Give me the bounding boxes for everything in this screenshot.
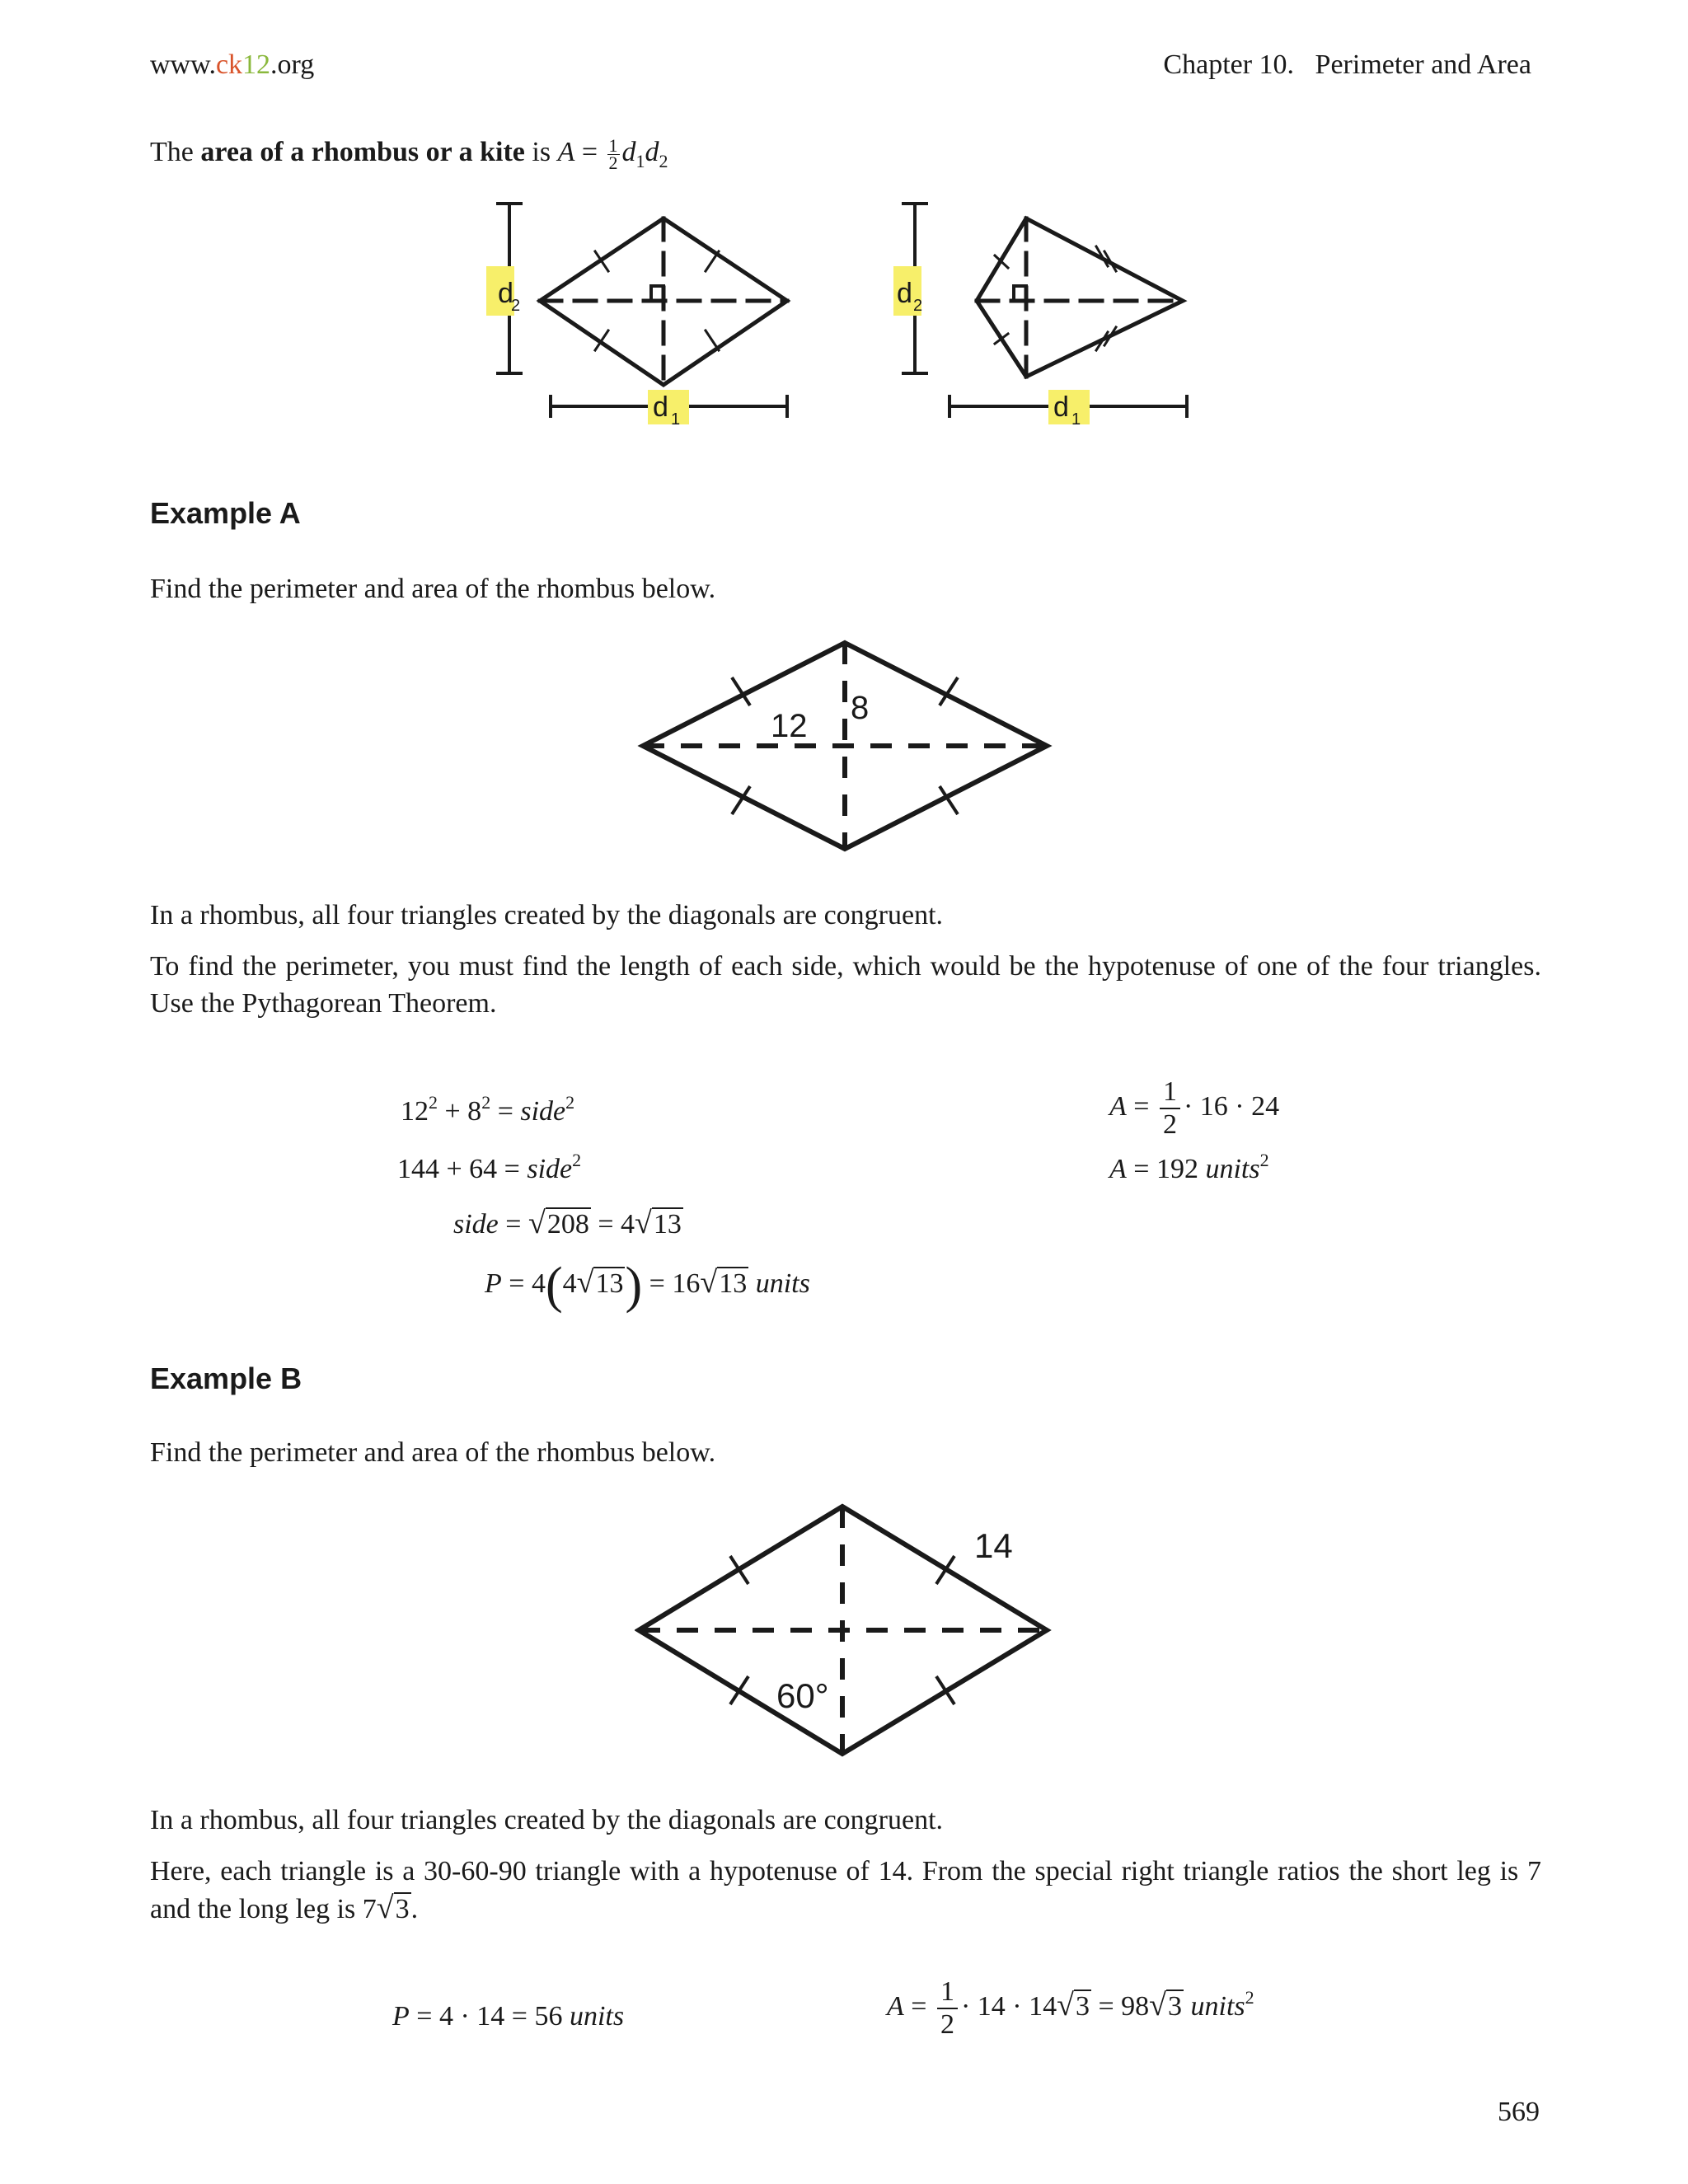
eq-perimeter-a: P = 4(4√13) = 16√13 units: [485, 1258, 810, 1314]
area-half-fraction: $\frac{1}{2}$: [1160, 1076, 1180, 1141]
eq-side: side = √208 = 4√13: [453, 1206, 682, 1240]
example-b-rhombus: [635, 1500, 1055, 1764]
sqrt-symbol: √: [528, 1206, 546, 1240]
d2-label-kite: d: [897, 278, 912, 309]
label-8: 8: [851, 690, 870, 726]
eq-area-b: A = $\frac{1}{2}$ · 14 · 14√3 = 98√3 units$^2$: [887, 1976, 1254, 2040]
area-b-half-fraction: $\frac{1}{2}$: [937, 1976, 958, 2041]
d1-label-kite: d: [1053, 391, 1069, 423]
example-b-para2: Here, each triangle is a 30-60-90 triangle with a hypotenuse of 14. From the special right triangle ratios the short leg is 7 and the long leg is 7√3.: [150, 1856, 1541, 1925]
eq-area-a-1: A = $\frac{1}{2}$ · 16 · 24: [1109, 1076, 1280, 1140]
svg-text:1: 1: [671, 410, 681, 429]
example-a-para2: To find the perimeter, you must find the length of each side, which would be the hypotenuse of one of the four triangles. Use the Pythagorean Theorem.: [150, 951, 1541, 1019]
svg-text:2: 2: [511, 297, 521, 315]
page-number: 569: [1498, 2097, 1540, 2127]
eq-area-a-2: A = 192 units$^2$: [1109, 1150, 1269, 1184]
running-header-site: www.ck12.org: [150, 49, 315, 80]
example-b-para1: In a rhombus, all four triangles created by the diagonals are congruent.: [150, 1805, 944, 1835]
svg-text:2: 2: [913, 297, 923, 315]
half-fraction: $\frac{1}{2}$: [608, 134, 618, 173]
example-a-rhombus: [635, 635, 1055, 857]
kite-outline: [977, 218, 1183, 377]
label-12: 12: [771, 708, 808, 744]
example-a-prompt: Find the perimeter and area of the rhombus below.: [150, 574, 716, 604]
rhombus-kite-diagram: [486, 194, 1212, 441]
example-a-para1: In a rhombus, all four triangles created by the diagonals are congruent.: [150, 900, 944, 930]
site-12: 12: [242, 49, 271, 80]
d2-label-rhombus: d: [498, 278, 513, 309]
d1-label-rhombus: d: [653, 391, 668, 423]
example-a-heading: Example A: [150, 496, 301, 530]
svg-text:1: 1: [1071, 410, 1081, 429]
area-formula-sentence: The area of a rhombus or a kite is A = $\frac{1}{2}$ $d_1d_2$: [150, 134, 668, 173]
label-14: 14: [974, 1526, 1013, 1565]
eq-pythagoras-2: 144 + 64 = side$^2$: [397, 1150, 582, 1184]
running-header-chapter: Chapter 10. Perimeter and Area: [1163, 49, 1531, 80]
eq-pythagoras-1: $12^2 + 8^2$ = side$^2$: [401, 1092, 575, 1127]
area-term: area of a rhombus or a kite: [200, 137, 525, 167]
example-b-prompt: Find the perimeter and area of the rhombus below.: [150, 1437, 716, 1468]
label-60-degrees: 60°: [776, 1676, 829, 1715]
site-ck: ck: [215, 49, 243, 80]
example-b-heading: Example B: [150, 1361, 302, 1395]
eq-perimeter-b: P = 4 · 14 = 56 units: [392, 2001, 625, 2032]
